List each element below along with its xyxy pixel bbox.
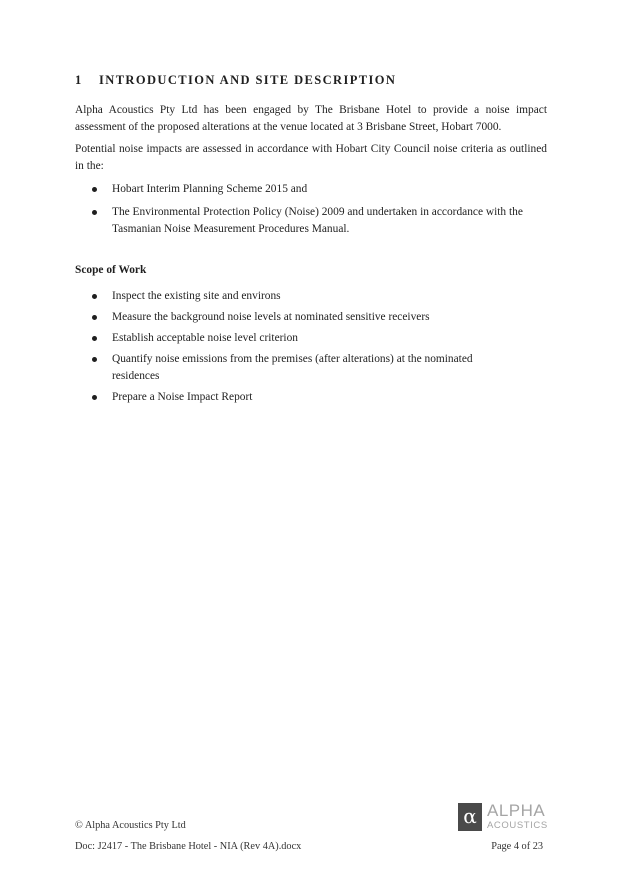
list-item: The Environmental Protection Policy (Noise) 2009 and undertaken in accordance with the Tasmanian Noise Measurement Procedures Manual. — [75, 204, 547, 238]
company-logo — [458, 803, 550, 833]
list-item: Quantify noise emissions from the premises (after alterations) at the nominated residences — [75, 351, 547, 385]
bullet-icon — [92, 336, 97, 341]
logo-text-alpha: ALPHA — [487, 801, 546, 820]
section-heading — [75, 73, 396, 88]
scope-list — [75, 288, 547, 406]
scope-heading: Scope of Work — [75, 264, 147, 276]
bullet-icon — [92, 395, 97, 400]
criteria-paragraph: Potential noise impacts are assessed in accordance with Hobart City Council noise criteria as outlined in the: — [75, 143, 547, 172]
section-title: INTRODUCTION AND SITE DESCRIPTION — [99, 73, 397, 87]
list-item: Hobart Interim Planning Scheme 2015 and — [75, 181, 547, 198]
section-number: 1 — [75, 73, 83, 87]
list-item: Establish acceptable noise level criterion — [75, 330, 547, 347]
list-item: Measure the background noise levels at nominated sensitive receivers — [75, 309, 547, 326]
footer-copyright: © Alpha Acoustics Pty Ltd — [75, 820, 186, 831]
list-item: Inspect the existing site and environs — [75, 288, 547, 305]
bullet-icon — [92, 294, 97, 299]
bullet-icon — [92, 357, 97, 362]
intro-paragraph: Alpha Acoustics Pty Ltd has been engaged by The Brisbane Hotel to provide a noise impact assessment of the proposed alterations at the venue located at 3 Brisbane Street, Hobart 7000. — [75, 104, 547, 133]
bullet-icon — [92, 210, 97, 215]
alpha-icon: α — [458, 803, 482, 831]
bullet-icon — [92, 187, 97, 192]
footer-doc-name: Doc: J2417 - The Brisbane Hotel - NIA (Rev 4A).docx — [75, 841, 302, 852]
logo-text-acoustics: ACOUSTICS — [487, 820, 548, 831]
list-item: Prepare a Noise Impact Report — [75, 389, 547, 406]
footer-page-number: Page 4 of 23 — [491, 841, 543, 852]
bullet-icon — [92, 315, 97, 320]
criteria-list — [75, 181, 547, 238]
